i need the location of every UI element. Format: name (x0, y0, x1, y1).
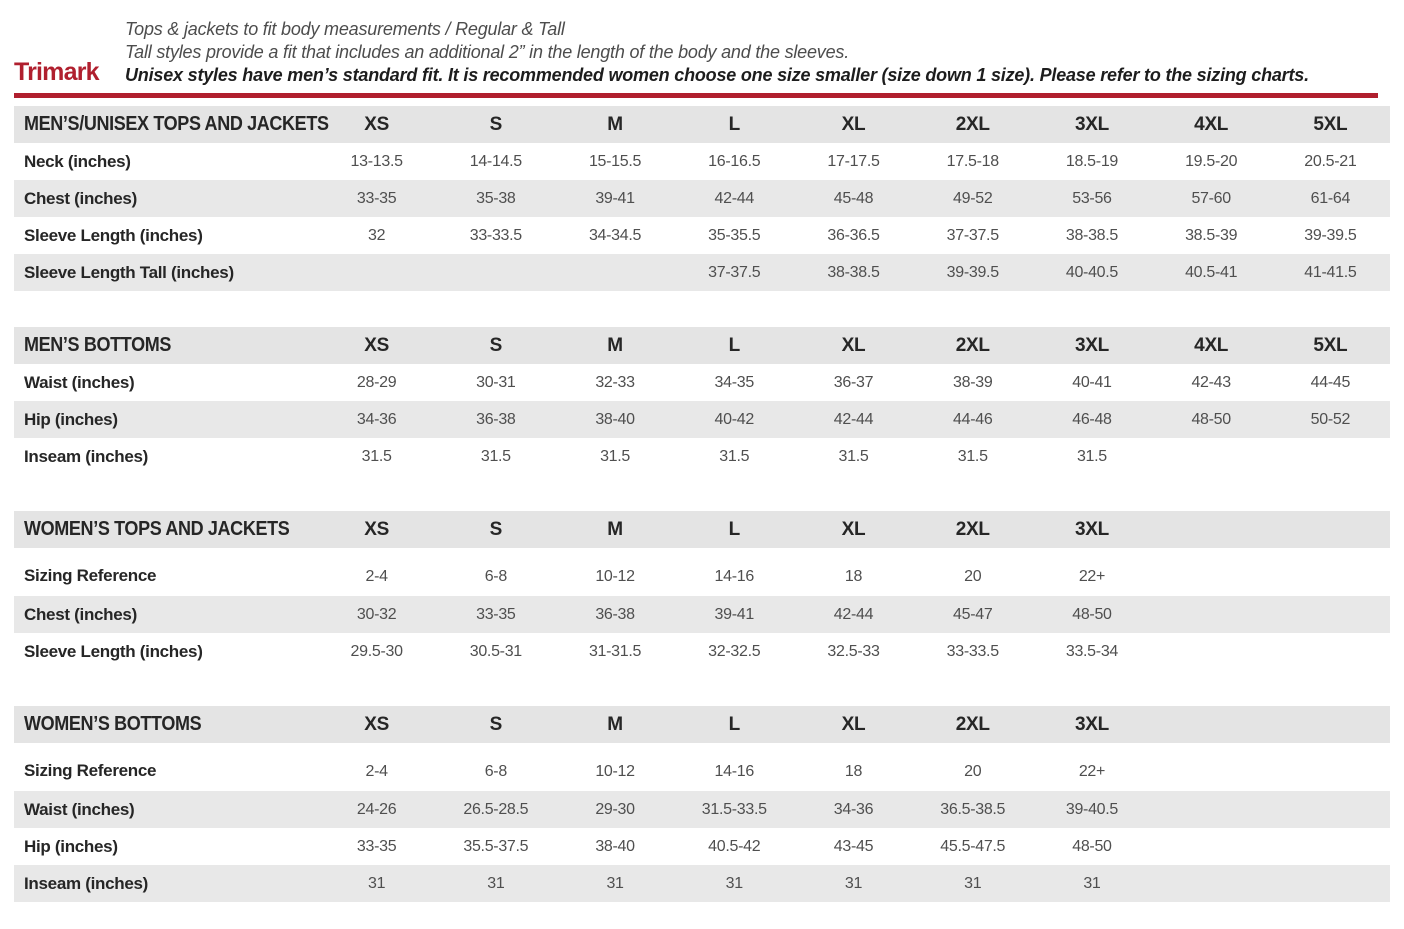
size-value: 24-26 (356, 800, 397, 818)
size-column-header: XL (841, 518, 866, 540)
table-header-row (14, 511, 1390, 548)
row-label: Waist (inches) (24, 799, 135, 819)
size-value: 31 (725, 874, 743, 892)
size-value: 14-16 (714, 568, 754, 585)
size-table-women-s-bottoms (14, 706, 1390, 902)
size-value: 33-35 (476, 605, 516, 623)
size-column-header: XS (364, 334, 389, 356)
size-value: 35-38 (476, 189, 516, 207)
size-value: 49-52 (953, 189, 993, 207)
size-value: 32-32.5 (708, 642, 761, 660)
table-row-sleeve-length-inches (14, 217, 1390, 254)
row-label: Chest (inches) (24, 188, 137, 208)
size-column-header: M (607, 334, 623, 356)
size-value: 32-33 (595, 373, 635, 391)
size-table-men-s-unisex-tops-and-jackets (14, 106, 1390, 291)
table-row-sizing-reference (14, 743, 1390, 791)
brand-logo: Trimark (14, 58, 99, 86)
page-header (0, 0, 1404, 87)
size-column-header: S (489, 113, 503, 135)
size-value: 18.5-19 (1065, 152, 1119, 170)
size-value: 34-35 (714, 373, 754, 391)
size-value: 18 (844, 568, 863, 585)
size-value: 32 (368, 226, 386, 244)
table-title (14, 113, 329, 136)
size-column-header: XS (364, 518, 389, 540)
size-value: 17.5-18 (946, 152, 999, 170)
size-value: 31.5 (600, 447, 631, 465)
size-column-header: S (489, 713, 503, 735)
size-value: 20 (964, 763, 982, 780)
row-label: Waist (inches) (24, 372, 135, 392)
size-column-header: M (607, 518, 623, 540)
table-row-chest-inches (14, 180, 1390, 217)
size-value: 38-40 (595, 410, 635, 428)
size-column-header: 3XL (1074, 334, 1109, 356)
size-value: 28-29 (356, 373, 397, 391)
size-value: 19.5-20 (1185, 152, 1238, 170)
size-value: 33-33.5 (946, 642, 999, 660)
size-value: 38-38.5 (1065, 226, 1119, 244)
table-title (14, 713, 317, 736)
size-value: 18 (844, 763, 863, 780)
size-column-header: S (489, 518, 503, 540)
size-value: 34-36 (356, 410, 397, 428)
table-title (14, 334, 317, 357)
size-column-header: M (607, 113, 623, 135)
table-row-waist-inches (14, 791, 1390, 828)
size-value: 30.5-31 (469, 642, 522, 660)
size-value: 40-41 (1072, 373, 1112, 391)
size-value: 31.5 (838, 447, 869, 465)
size-column-header: XL (841, 713, 866, 735)
size-value: 29-30 (595, 800, 635, 818)
size-value: 22+ (1078, 568, 1106, 585)
size-value: 31.5 (1076, 447, 1107, 465)
size-value: 31.5 (719, 447, 750, 465)
size-value: 50-52 (1310, 410, 1351, 428)
size-value: 2-4 (365, 763, 388, 780)
size-value: 14-16 (714, 763, 754, 780)
size-column-header: 2XL (955, 713, 990, 735)
size-column-header: XS (364, 713, 389, 735)
size-value: 22+ (1078, 763, 1106, 780)
row-label: Hip (inches) (24, 409, 118, 429)
intro-line-tall: Tall styles provide a fit that includes an additional 2” in the length of the body and the sleeves. (125, 42, 850, 62)
table-row-hip-inches (14, 828, 1390, 865)
size-value: 31.5 (480, 447, 511, 465)
divider-rule (14, 93, 1378, 98)
table-title-text: WOMEN’S TOPS AND JACKETS (24, 518, 290, 540)
size-column-header: 3XL (1074, 713, 1109, 735)
table-title (14, 518, 317, 541)
intro-text-block (125, 18, 1378, 87)
size-value: 31.5 (957, 447, 988, 465)
size-value: 31 (1083, 874, 1101, 892)
size-column-header: XL (841, 113, 866, 135)
table-row-sizing-reference (14, 548, 1390, 596)
size-value: 38-38.5 (827, 263, 880, 281)
size-value: 44-46 (953, 410, 993, 428)
size-column-header: L (728, 518, 740, 540)
size-table-women-s-tops-and-jackets (14, 511, 1390, 670)
size-value: 38.5-39 (1185, 226, 1238, 244)
size-value: 40-42 (714, 410, 754, 428)
size-value: 61-64 (1310, 189, 1351, 207)
size-value: 42-44 (833, 410, 874, 428)
size-value: 42-43 (1191, 373, 1231, 391)
size-column-header: M (607, 713, 623, 735)
size-value: 36.5-38.5 (940, 800, 1006, 818)
size-value: 35-35.5 (708, 226, 761, 244)
size-value: 31.5-33.5 (701, 800, 767, 818)
size-value: 26.5-28.5 (463, 800, 529, 818)
row-label: Sleeve Length (inches) (24, 225, 203, 245)
size-column-header: L (728, 113, 740, 135)
size-table-men-s-bottoms (14, 327, 1390, 475)
table-row-sleeve-length-inches (14, 633, 1390, 670)
size-value: 34-34.5 (588, 226, 642, 244)
row-label: Inseam (inches) (24, 873, 148, 893)
table-row-inseam-inches (14, 865, 1390, 902)
size-value: 40.5-41 (1185, 263, 1238, 281)
size-value: 42-44 (714, 189, 754, 207)
size-value: 16-16.5 (708, 152, 761, 170)
size-value: 36-38 (595, 605, 635, 623)
size-value: 43-45 (833, 837, 874, 855)
size-column-header: 5XL (1313, 334, 1348, 356)
size-value: 36-37 (833, 373, 874, 391)
size-value: 36-36.5 (827, 226, 880, 244)
size-value: 10-12 (595, 763, 635, 780)
size-value: 53-56 (1072, 189, 1112, 207)
size-column-header: 3XL (1074, 113, 1109, 135)
size-column-header: 3XL (1074, 518, 1109, 540)
size-value: 39-39.5 (946, 263, 999, 281)
size-value: 33.5-34 (1065, 642, 1119, 660)
size-column-header: L (728, 713, 740, 735)
size-column-header: 2XL (955, 334, 990, 356)
size-value: 40.5-42 (708, 837, 761, 855)
size-value: 31-31.5 (588, 642, 642, 660)
tables (14, 106, 1404, 902)
size-value: 38-39 (953, 373, 993, 391)
size-value: 31 (487, 874, 505, 892)
size-value: 20 (964, 568, 982, 585)
size-value: 6-8 (484, 568, 507, 585)
size-value: 41-41.5 (1304, 263, 1357, 281)
size-value: 30-31 (476, 373, 516, 391)
table-row-sleeve-length-tall-inches (14, 254, 1390, 291)
size-value: 36-38 (476, 410, 516, 428)
size-value: 29.5-30 (350, 642, 403, 660)
size-column-header: 4XL (1194, 113, 1229, 135)
size-value: 6-8 (484, 763, 507, 780)
size-column-header: L (728, 334, 740, 356)
size-value: 42-44 (833, 605, 874, 623)
size-value: 37-37.5 (708, 263, 761, 281)
size-value: 14-14.5 (469, 152, 522, 170)
size-column-header: 2XL (955, 113, 990, 135)
size-value: 48-50 (1191, 410, 1231, 428)
size-value: 45.5-47.5 (940, 837, 1006, 855)
size-column-header: 5XL (1313, 113, 1348, 135)
size-value: 13-13.5 (350, 152, 403, 170)
size-value: 45-48 (833, 189, 874, 207)
size-value: 31 (368, 874, 386, 892)
size-column-header: XL (841, 334, 866, 356)
size-value: 37-37.5 (946, 226, 999, 244)
size-value: 35.5-37.5 (463, 837, 529, 855)
size-value: 31 (964, 874, 982, 892)
size-value: 31.5 (361, 447, 392, 465)
table-row-neck-inches (14, 143, 1390, 180)
size-value: 33-35 (356, 837, 397, 855)
size-value: 2-4 (365, 568, 388, 585)
size-value: 17-17.5 (827, 152, 880, 170)
size-value: 38-40 (595, 837, 635, 855)
size-value: 30-32 (356, 605, 397, 623)
size-value: 39-40.5 (1065, 800, 1119, 818)
size-value: 39-41 (595, 189, 635, 207)
table-title-text: WOMEN’S BOTTOMS (24, 713, 202, 735)
size-value: 57-60 (1191, 189, 1231, 207)
size-value: 20.5-21 (1304, 152, 1357, 170)
size-value: 39-39.5 (1304, 226, 1357, 244)
size-value: 34-36 (833, 800, 874, 818)
intro-line-fit: Tops & jackets to fit body measurements / Regular & Tall (125, 19, 565, 39)
row-label: Neck (inches) (24, 151, 131, 171)
table-header-row (14, 106, 1390, 143)
row-label: Sleeve Length (inches) (24, 641, 203, 661)
size-value: 33-33.5 (469, 226, 522, 244)
size-column-header: 4XL (1194, 334, 1229, 356)
row-label: Hip (inches) (24, 836, 118, 856)
table-header-row (14, 327, 1390, 364)
size-column-header: S (489, 334, 503, 356)
size-value: 39-41 (714, 605, 754, 623)
table-row-waist-inches (14, 364, 1390, 401)
size-value: 44-45 (1310, 373, 1351, 391)
size-value: 15-15.5 (588, 152, 642, 170)
size-column-header: XS (364, 113, 389, 135)
table-row-inseam-inches (14, 438, 1390, 475)
size-value: 32.5-33 (827, 642, 880, 660)
table-title-text: MEN’S/UNISEX TOPS AND JACKETS (24, 113, 329, 135)
table-row-hip-inches (14, 401, 1390, 438)
size-value: 46-48 (1072, 410, 1112, 428)
row-label: Sleeve Length Tall (inches) (24, 262, 234, 282)
size-value: 48-50 (1072, 605, 1112, 623)
size-value: 45-47 (953, 605, 993, 623)
size-column-header: 2XL (955, 518, 990, 540)
row-label: Sizing Reference (24, 566, 157, 585)
size-value: 10-12 (595, 568, 635, 585)
size-value: 31 (844, 874, 863, 892)
row-label: Inseam (inches) (24, 446, 148, 466)
table-row-chest-inches (14, 596, 1390, 633)
table-header-row (14, 706, 1390, 743)
size-value: 31 (606, 874, 624, 892)
table-title-text: MEN’S BOTTOMS (24, 334, 171, 356)
size-value: 48-50 (1072, 837, 1112, 855)
size-value: 40-40.5 (1065, 263, 1119, 281)
row-label: Chest (inches) (24, 604, 137, 624)
size-value: 33-35 (356, 189, 397, 207)
intro-line-unisex: Unisex styles have men’s standard fit. It is recommended women choose one size smaller (size down 1 size). Please refer to the sizing charts. (125, 65, 1309, 85)
row-label: Sizing Reference (24, 761, 157, 780)
